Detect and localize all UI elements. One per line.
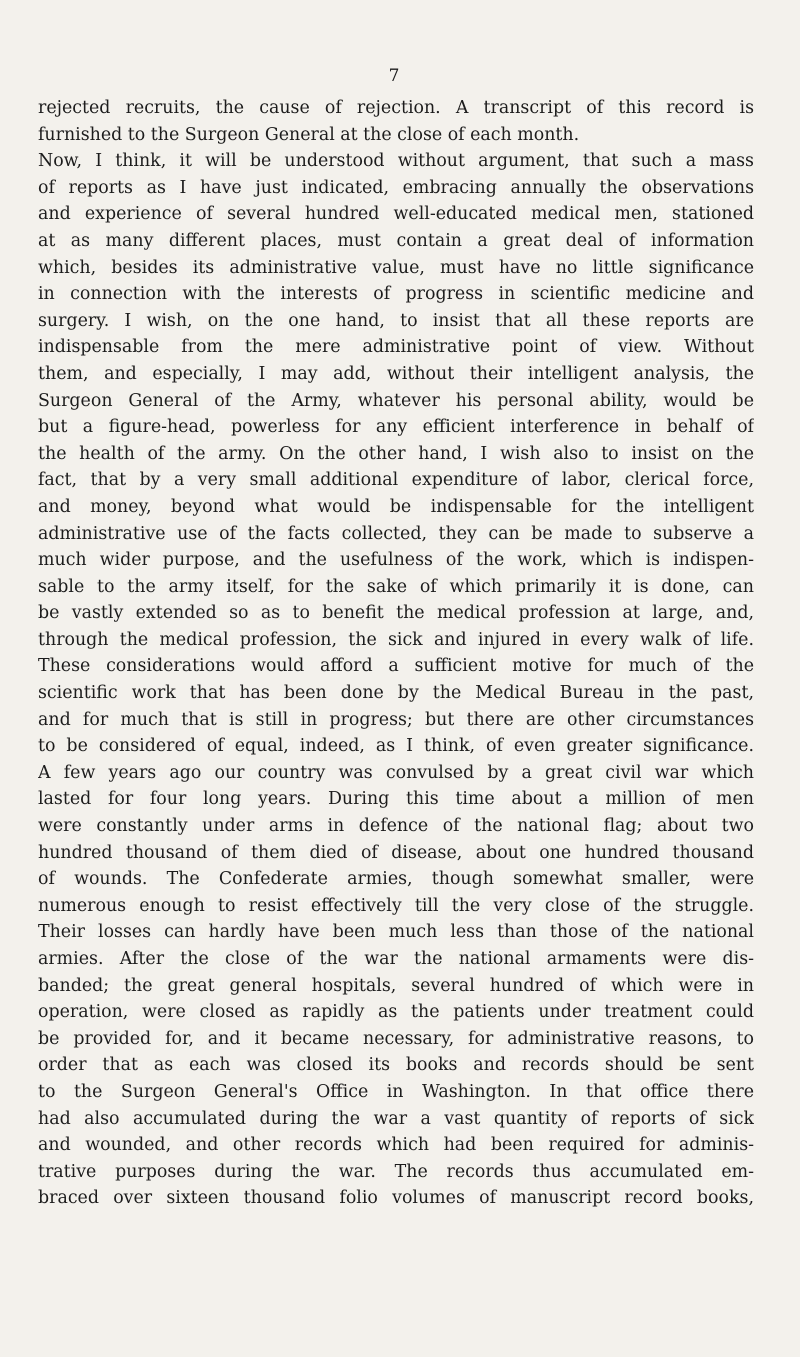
text-line: rejected recruits, the cause of rejection. A transcript of this record is [38,98,754,118]
text-line: Now, I think, it will be understood without argument, that such a mass [38,151,754,172]
body-text [38,95,754,1212]
text-line: and for much that is still in progress; but there are other circumstances [38,709,754,730]
text-line: trative purposes during the war. The records thus accumulated em- [38,1161,754,1182]
text-line: administrative use of the facts collected, they can be made to subserve a [38,523,754,544]
text-line: in connection with the interests of progress in scientific medicine and [38,284,754,305]
text-line: fact, that by a very small additional expenditure of labor, clerical force, [38,470,754,491]
text-line: but a figure-head, powerless for any efficient interference in behalf of [38,417,754,438]
text-line: through the medical profession, the sick and injured in every walk of life. [38,629,754,650]
text-line: braced over sixteen thousand folio volumes of manuscript record books, [38,1188,754,1209]
text-line: were constantly under arms in defence of the national flag; about two [38,816,754,837]
text-line: at as many different places, must contain a great deal of information [38,230,754,251]
text-line: lasted for four long years. During this time about a million of men [38,789,754,810]
text-line: which, besides its administrative value, must have no little significance [38,257,754,278]
text-line: of wounds. The Confederate armies, though somewhat smaller, were [38,869,754,890]
page-number: 7 [388,66,400,86]
text-line: order that as each was closed its books and records should be sent [38,1055,754,1076]
text-line: had also accumulated during the war a vast quantity of reports of sick [38,1108,754,1129]
text-line: armies. After the close of the war the national armaments were dis- [38,949,754,969]
text-line: surgery. I wish, on the one hand, to insist that all these reports are [38,310,754,331]
text-line: numerous enough to resist effectively till the very close of the struggle. [38,895,754,916]
text-line: much wider purpose, and the usefulness of the work, which is indispen- [38,550,754,571]
text-line: to the Surgeon General's Office in Washington. In that office there [38,1081,754,1102]
text-line: and money, beyond what would be indispensable for the intelligent [38,496,754,517]
text-line: furnished to the Surgeon General at the close of each month. [38,124,580,145]
text-line: These considerations would afford a sufficient motive for much of the [38,656,754,677]
text-line: to be considered of equal, indeed, as I think, of even greater significance. [38,736,754,757]
text-line: banded; the great general hospitals, several hundred of which were in [38,975,754,996]
text-line: Surgeon General of the Army, whatever his personal ability, would be [38,390,754,411]
text-line: and wounded, and other records which had been required for adminis- [38,1135,754,1156]
text-line: and experience of several hundred well-educated medical men, stationed [38,204,754,225]
text-line: be provided for, and it became necessary, for administrative reasons, to [38,1028,754,1049]
text-line: of reports as I have just indicated, embracing annually the observations [38,177,754,198]
text-line: operation, were closed as rapidly as the patients under treatment could [38,1002,754,1023]
text-line: scientific work that has been done by the Medical Bureau in the past, [38,683,754,704]
text-line: the health of the army. On the other hand, I wish also to insist on the [38,443,754,464]
text-line: indispensable from the mere administrative point of view. Without [38,337,754,358]
text-line: them, and especially, I may add, without their intelligent analysis, the [38,363,754,384]
text-line: Their losses can hardly have been much less than those of the national [38,922,754,943]
text-line: sable to the army itself, for the sake of which primarily it is done, can [38,576,754,597]
text-line: be vastly extended so as to benefit the medical profession at large, and, [38,603,754,624]
text-line: A few years ago our country was convulsed by a great civil war which [38,762,754,783]
text-line: hundred thousand of them died of disease, about one hundred thousand [38,842,754,863]
